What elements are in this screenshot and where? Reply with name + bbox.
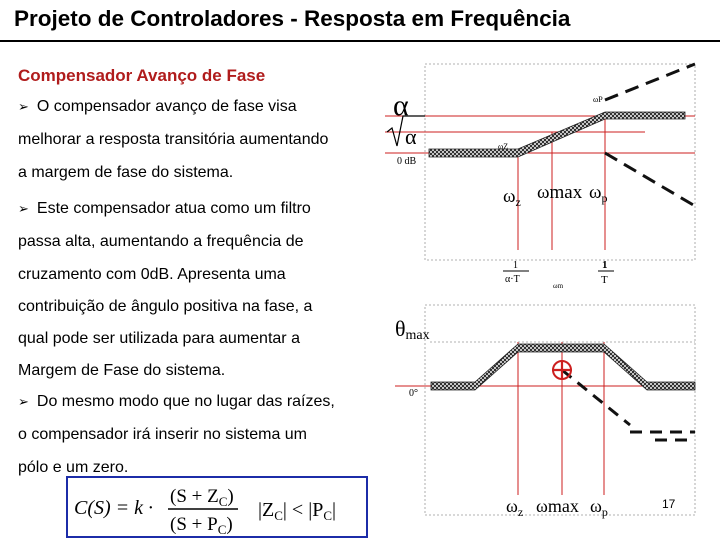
phase-dashed-slope [562,370,630,425]
bullet-line: passa alta, aumentando a frequência de [18,233,304,251]
theta-max-label: θmax [395,316,430,343]
bullet-paragraph-2 [18,193,370,388]
phase-omega-p-label: $\omega_p$ [590,496,608,519]
formula-numerator: $(S + Z_C)$ [170,486,234,509]
formula-condition: $|Z_C| < |P_C|$ [258,499,337,523]
magnitude-plot [385,64,695,290]
phase-omega-max-label: ωmax [536,496,579,516]
bullet-line: melhorar a resposta transitória aumentando [18,131,329,149]
magnitude-dashed-down [605,153,695,206]
phase-omega-z-label: $\omega_z$ [506,496,524,519]
bullet-line: o compensador irá inserir no sistema um [18,426,308,444]
omega-z-small-label: ωZ [498,142,509,151]
bullet-paragraph-1 [18,91,370,189]
compensator-formula-box [66,476,368,538]
bullet-line: pólo e um zero. [18,458,129,476]
bode-diagram [385,60,705,520]
magnitude-lead-curve [429,112,685,157]
bullet-line: qual pode ser utilizada para aumentar a [18,330,300,348]
inv-alpha-t-num: 1 [513,260,518,271]
inv-t-num: 1 [602,259,608,271]
zero-degree-label: 0° [409,388,418,399]
omega-p-label: $\omega_p$ [589,182,608,205]
bullet-line: contribuição de ângulo positiva na fase, a [18,297,313,315]
arrow-bullet-icon: ➢ [18,100,29,115]
arrow-bullet-icon: ➢ [18,202,29,217]
omega-max-label: ωmax [537,182,583,203]
arrow-bullet-icon: ➢ [18,395,29,410]
bullet-paragraph-3 [18,386,370,484]
inv-alpha-t-den: α·T [505,274,520,285]
omega-m-label: ωm [553,282,564,290]
omega-z-label: $\omega_z$ [503,186,521,209]
bullet-line: a margem de fase do sistema. [18,163,234,181]
bullet-line: Do mesmo modo que no lugar das raízes, [36,393,335,410]
formula-lhs: C(S) = k · [74,497,154,519]
slide-title: Projeto de Controladores - Resposta em Frequência [14,6,571,31]
bullet-line: O compensador avanço de fase visa [36,98,297,115]
formula-denominator: $(S + P_C)$ [170,514,233,536]
section-subtitle: Compensador Avanço de Fase [18,66,266,85]
omega-p-small-label: ωP [593,95,603,104]
inv-t-den: T [601,274,608,286]
phase-plot [395,305,695,519]
bullet-line: Este compensador atua como um filtro [36,200,311,217]
zero-db-label: 0 dB [397,156,417,167]
compensator-formula [68,478,366,536]
phase-frame [425,305,695,515]
bullet-line: cruzamento com 0dB. Apresenta uma [18,265,286,283]
alpha-label: α [393,89,409,122]
sqrt-alpha-label: α [405,124,417,149]
page-number: 17 [662,497,676,511]
magnitude-frame [425,64,695,260]
magnitude-dashed-up [605,64,695,100]
title-divider [0,40,720,42]
bullet-line: Margem de Fase do sistema. [18,362,226,380]
